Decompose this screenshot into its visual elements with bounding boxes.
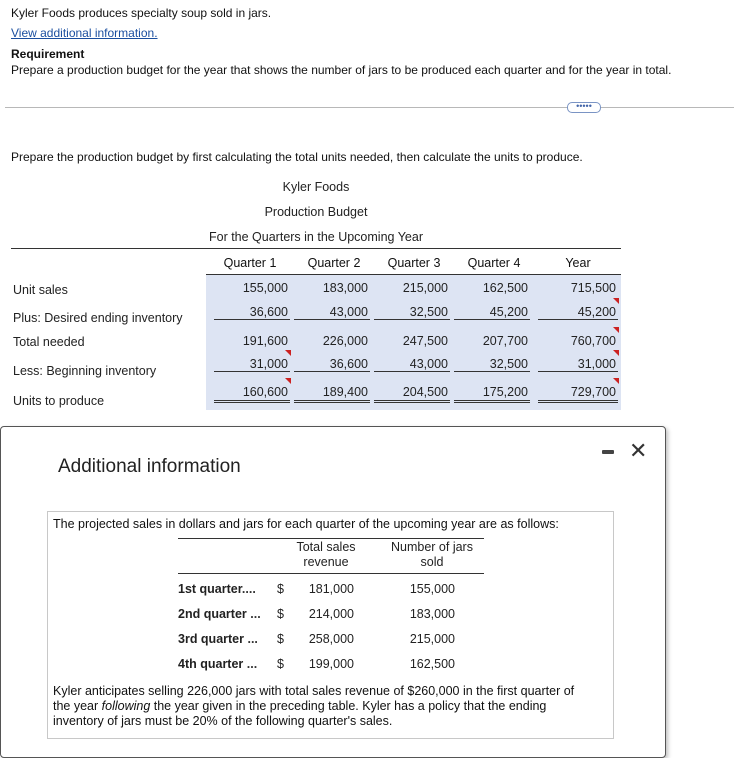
- jars-q1: 155,000: [409, 582, 455, 596]
- revenue-q3: 258,000: [308, 632, 354, 646]
- revenue-q4: 199,000: [308, 657, 354, 671]
- dialog-title: Additional information: [58, 456, 241, 477]
- cell-ending-inv-q3[interactable]: 32,500: [374, 304, 450, 320]
- feedback-flag-icon: [285, 378, 291, 384]
- col-header-jars-line1: Number of jars: [391, 540, 473, 554]
- cell-total-needed-year[interactable]: 760,700: [570, 334, 616, 348]
- cell-beginning-inv-q3[interactable]: 43,000: [374, 356, 450, 372]
- jars-q2: 183,000: [409, 607, 455, 621]
- quarter-name: 4th quarter: [178, 657, 244, 671]
- col-header-year: Year: [565, 256, 591, 270]
- feedback-flag-icon: [613, 327, 619, 333]
- info-intro: The projected sales in dollars and jars for each quarter of the upcoming year are as follows:: [53, 517, 559, 531]
- revenue-q1: 181,000: [308, 582, 354, 596]
- cell-beginning-inv-year[interactable]: 31,000: [538, 356, 618, 372]
- info-paragraph: [53, 684, 608, 729]
- budget-title: Production Budget: [264, 205, 368, 219]
- cell-units-to-produce-q4[interactable]: 175,200: [454, 384, 530, 403]
- company-name: Kyler Foods: [282, 180, 350, 194]
- cell-unit-sales-q1[interactable]: 155,000: [242, 281, 288, 295]
- jars-q4: 162,500: [409, 657, 455, 671]
- revenue-q2: 214,000: [308, 607, 354, 621]
- cell-beginning-inv-q4[interactable]: 32,500: [454, 356, 530, 372]
- cell-wrap-beginning-inv-q1: [214, 356, 290, 373]
- dollar-sign: $: [277, 657, 284, 671]
- jars-q3: 215,000: [409, 632, 455, 646]
- cell-wrap-beginning-inv-year: [538, 356, 618, 373]
- quarter-label-4: [178, 657, 257, 671]
- cell-total-needed-q3[interactable]: 247,500: [402, 334, 448, 348]
- feedback-flag-icon: [613, 298, 619, 304]
- cell-unit-sales-year[interactable]: 715,500: [570, 281, 616, 295]
- feedback-flag-icon: [285, 350, 291, 356]
- view-additional-info-link[interactable]: View additional information.: [11, 26, 158, 40]
- row-label-beginning-inventory: Less: Beginning inventory: [13, 364, 157, 378]
- cell-unit-sales-q4[interactable]: 162,500: [482, 281, 528, 295]
- para-text: the year given in the preceding table. Kyler has a policy that the ending: [150, 699, 547, 713]
- leader-dots: ...: [246, 657, 258, 671]
- cell-total-needed-q2[interactable]: 226,000: [322, 334, 368, 348]
- cell-total-needed-q4[interactable]: 207,700: [482, 334, 528, 348]
- cell-wrap-units-year: [538, 384, 618, 403]
- section-divider: [5, 107, 734, 108]
- minimize-icon[interactable]: [602, 450, 614, 454]
- cell-ending-inv-q4[interactable]: 45,200: [454, 304, 530, 320]
- cell-total-needed-q1[interactable]: 191,600: [242, 334, 288, 348]
- col-header-q4: Quarter 4: [467, 256, 521, 270]
- quarter-label-1: [178, 582, 256, 596]
- dollar-sign: $: [277, 582, 284, 596]
- row-label-total-needed: Total needed: [13, 335, 85, 349]
- cell-ending-inv-q2[interactable]: 43,000: [294, 304, 370, 320]
- requirement-text: Prepare a production budget for the year that shows the number of jars to be produced each quarter and for the year in total.: [11, 63, 672, 77]
- cell-wrap-ending-inv-year: [538, 304, 618, 321]
- leader-dots: ...: [250, 607, 261, 621]
- cell-units-to-produce-q3[interactable]: 204,500: [374, 384, 450, 403]
- cell-units-to-produce-year[interactable]: 729,700: [538, 384, 618, 403]
- dollar-sign: $: [277, 632, 284, 646]
- col-header-jars-line2: sold: [420, 555, 444, 569]
- cell-units-to-produce-q2[interactable]: 189,400: [294, 384, 370, 403]
- header-rule: [11, 248, 621, 249]
- cell-beginning-inv-q1[interactable]: 31,000: [214, 356, 290, 372]
- dollar-sign: $: [277, 607, 284, 621]
- cell-beginning-inv-q2[interactable]: 36,600: [294, 356, 370, 372]
- quarter-label-2: [178, 607, 261, 621]
- col-header-revenue-line1: Total sales: [296, 540, 356, 554]
- quarter-name: 3rd quarter: [178, 632, 244, 646]
- budget-period: For the Quarters in the Upcoming Year: [208, 230, 423, 244]
- leader-dots: ....: [241, 582, 256, 596]
- requirement-title: Requirement: [11, 47, 85, 61]
- info-paragraph-line2: [53, 699, 608, 714]
- row-label-units-to-produce: Units to produce: [13, 394, 105, 408]
- para-text: the year: [53, 699, 102, 713]
- cell-units-to-produce-q1[interactable]: 160,600: [214, 384, 290, 403]
- quarter-name: 2nd quarter: [178, 607, 247, 621]
- para-emphasis: following: [101, 699, 151, 713]
- info-table-header-rule: [178, 573, 484, 574]
- cell-unit-sales-q2[interactable]: 183,000: [322, 281, 368, 295]
- cell-ending-inv-year[interactable]: 45,200: [538, 304, 618, 320]
- col-header-q2: Quarter 2: [307, 256, 361, 270]
- row-label-unit-sales: Unit sales: [13, 283, 68, 297]
- leader-dots: ...: [247, 632, 258, 646]
- expand-more-button[interactable]: •••••: [567, 102, 601, 113]
- cell-wrap-total-needed-year: [538, 333, 618, 349]
- col-header-jars: [382, 540, 482, 570]
- feedback-flag-icon: [613, 378, 619, 384]
- info-table-top-rule: [178, 538, 484, 539]
- close-icon[interactable]: ✕: [629, 438, 648, 463]
- cell-ending-inv-q1[interactable]: 36,600: [214, 304, 290, 320]
- col-header-q3: Quarter 3: [387, 256, 441, 270]
- info-paragraph-line3: inventory of jars must be 20% of the following quarter's sales.: [53, 714, 393, 728]
- cell-wrap-units-q1: [214, 384, 290, 403]
- quarter-name: 1st quarter: [178, 582, 242, 596]
- quarter-label-3: [178, 632, 258, 646]
- info-paragraph-line1: Kyler anticipates selling 226,000 jars with total sales revenue of $260,000 in the first quarter of: [53, 684, 575, 698]
- row-label-ending-inventory: Plus: Desired ending inventory: [13, 311, 183, 325]
- col-header-revenue-line2: revenue: [303, 555, 349, 569]
- feedback-flag-icon: [613, 350, 619, 356]
- cell-unit-sales-q3[interactable]: 215,000: [402, 281, 448, 295]
- col-header-revenue: [286, 540, 366, 570]
- instruction-text: Prepare the production budget by first calculating the total units needed, then calculate the units to produce.: [11, 150, 583, 164]
- intro-text: Kyler Foods produces specialty soup sold in jars.: [11, 6, 272, 20]
- col-header-q1: Quarter 1: [223, 256, 277, 270]
